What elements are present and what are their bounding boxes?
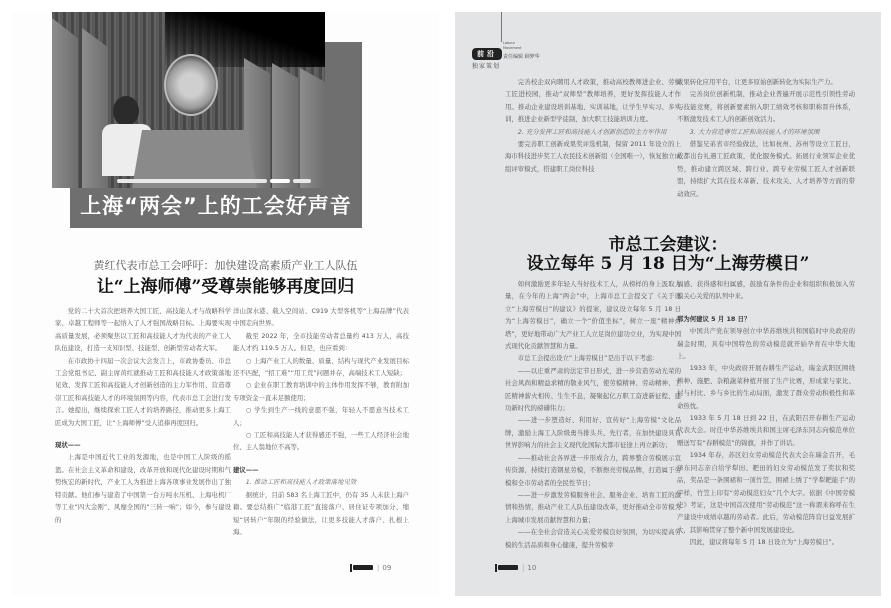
photo-caption [117, 178, 317, 184]
article-title-line1: 市总工会建议： [608, 235, 728, 255]
column-english-line: Labour [503, 41, 516, 45]
photo-flag [272, 63, 298, 188]
paragraph: 中国共产党在领导创立中华苏维埃共和国临时中央政府的瑞金时期，具有中国特色的劳动模范就开始孕育在中华大地上。 [677, 327, 855, 361]
paragraph: 要完善职工创新成果奖评选机制，保留 2011 年设立的上海市科技进步奖工人农民技术创新组（全国唯一），恢复独立成组评审模式，搭建职工岗位科技 [505, 140, 681, 173]
paragraph: 成果转化应用平台，让更多原始创新转化为实际生产力。 [677, 78, 837, 86]
paragraph: 市总工会提出设立“上海劳模日”是出于以下考虑： [517, 354, 659, 363]
question-heading: 那为何建议 5 月 18 日？ [677, 314, 751, 323]
paragraph: 上海是中国近代工业的发源地，也是中国工人阶级的摇篮。在社会主义革命和建设、改革开放和现代化建设时期和气势恢宏的新时代，产业工人为推进上海各项事业发展作出了独特贡献。他们参与建造了中国第一台万吨水压机、上海电机厂等工业“四大金刚”、风靡全国的“三转一响”；如今，参与建设的 [55, 453, 231, 524]
paragraph: 据统计，目前 583 名上海工匠中，仍有 35 人未获上海户籍。要总结推广“临港工匠”直接落户、居住证专项加分、缩短“居转户”年限的经验做法，让更多技能人才落户、扎根上海。 [233, 490, 409, 536]
suggestion-item: 2. 充分发挥工匠和高技能人才创新创造的主力军作用 [517, 127, 667, 136]
paragraph: ——进一步激发劳模服务社会、服务企业、培育工匠的激情和热情，推动产业工人队伍建设改革，更好推动全市劳模为上海城市发展贡献智慧和力量； [505, 490, 681, 524]
bullet-item: ○ 上海产业工人的数量、质量、结构与现代产业发展目标还不匹配，“招工难”“用工荒”问题并存，高端技术工人短缺； [233, 356, 409, 378]
paragraph: ——推动社会各界进一步形成合力，跨界整合劳模展示宣传资源，持续打造钢星劳模，不断擦亮劳模品牌，打造属于劳模和全市劳动者的全民性节日； [505, 453, 681, 487]
right-column-3 [505, 278, 681, 551]
column-english-line: Movement [503, 45, 522, 50]
header-rule [501, 12, 502, 42]
paragraph: 如何激励更多年轻人当好技术工人，从榜样的身上汲取力量，在今年的上海“两会”中，上海市总工会提交了《关于设立“上海劳模日”的建议》的提案，建议设立每年 5 月 18 日为“上海劳模日”，确立一个“价值坐标”，树立一座“精神灯塔”，更好地带动广大产业工人立足岗位建功立业，为实现中国式现代化贡献智慧和力量。 [505, 280, 681, 351]
footer-separator: | [522, 564, 525, 572]
bullet-item: ○ 企业在职工教育培训中的主体作用发挥不够，教育附加专项资金一直未足额使用； [233, 381, 409, 402]
paragraph: 1933 年，中央政府开展春耕生产运动，瑞金武阳区围绕耕种、施肥、杂粮蔬菜种植开展了生产比赛，形成家与家比、村与村比、乡与乡比的生动局面，激发了群众劳动积极性和革命热忱。 [677, 364, 855, 410]
paragraph: ——在全社会营造关心关爱劳模良好氛围，为切实提高劳模的生活品质和身心健康，提升劳模幸 [505, 528, 681, 549]
column-tag [472, 41, 502, 70]
left-column-2 [233, 305, 409, 538]
photo-flag [300, 68, 325, 188]
paragraph: 借鉴兄弟省市经验做法，比如杭州、苏州等设立工匠日，成都出台礼遇工匠政策，优化服务模式。拓展行业领军企业优势，推动建立跨区域、跨行业、跨专业劳模工匠人才创新联盟，持续扩大其在技术革新、技术攻关、人才培养等方面的带动效应。 [677, 140, 855, 198]
banner-title: 上海“两会”上的工会好声音 [80, 194, 352, 218]
paragraph: 洋山深水港、载人空间站、C919 大型客机等“上海品牌”代表中国走向世界。 [233, 307, 409, 328]
right-column-2 [677, 76, 855, 200]
paragraph: 福感、获得感和归属感，鼓励有条件的企业和组织积极加入劳模关心关爱的队列中来。 [677, 280, 855, 301]
column-english [503, 41, 522, 50]
section-heading-suggest: 建议—— [233, 465, 259, 474]
paragraph: 完善校企双向聘用人才政策，推动高校教师进企业、劳模工匠进校园，推动“双师型”教师培养，更好发挥技能人才作用。推动企业建设培训基地、实训基地，让学生早实习、多实训，推进企业新型学徒制，加大职工技能培训力度。 [505, 78, 681, 124]
paragraph: 因此，建议将每年 5 月 18 日设立为“上海劳模日”。 [689, 538, 839, 547]
left-column-1 [55, 305, 231, 526]
article-subhead: 黄红代表市总工会呼吁：加快建设高素质产业工人队伍 [93, 259, 358, 272]
paragraph: 1933 年 5 月 18 日到 22 日，在武阳召开春耕生产运动代表大会。时任中华苏维埃共和国主席毛泽东同志向模范单位赠送写有“春耕模范”的锦旗，并作了讲话。 [677, 414, 855, 447]
column-tag-label: 前沿 [472, 48, 502, 60]
footer-separator: | [377, 564, 380, 572]
bullet-item: ○ 工匠和高技能人才获得感还不强，一些工人经济社会地位、主人翁地位不高等。 [233, 431, 409, 452]
left-page [12, 12, 439, 596]
bullet-item: ○ 学生到生产一线的意愿不强，年轻人不愿意当技术工人； [233, 406, 409, 427]
paragraph: 在市政协十四届一次会议大会发言上，市政协委员、市总工会党组书记、副主席黄红就推动工匠和高技能人才政策落地见效、发挥工匠和高技能人才创新创造的主力军作用、营造尊崇工匠和高技能人才的环境氛围等内容，代表市总工会进行发言。她提出，继续探索工匠人才的培养路径，推动更多上海工匠成为大国工匠，让“上海师傅”受人追捧再度回归。 [55, 356, 231, 427]
page-footer [495, 564, 536, 572]
page-number: 10 [527, 564, 537, 572]
magazine-logo-icon [495, 564, 519, 572]
paragraph: ——以庄重严肃的法定节日形式，进一步营造劳动光荣的社会风尚和精益求精的敬业风气，使劳模精神、劳动精神、工匠精神薪火相传、生生不息，凝聚起亿万职工奋进新征程、建功新时代的磅礴伟力； [505, 366, 681, 413]
right-page [455, 12, 881, 596]
emblem-icon [164, 54, 218, 116]
magazine-logo-icon [350, 564, 374, 572]
paragraph: 1934 年春，苏区妇女劳动模范代表大会在瑞金召开，毛泽东同志亲自给学犁田、耙田的妇女劳动模范发了奖状和奖品，奖品是一条围裙和一顶竹笠，围裙上绣了“学犁耙能手”的字样，竹笠上印有“劳动模范妇女”几个大字。依据《中国劳模史》考证，这是中国首次使用“劳动模范”这一称谓来称呼在生产建设中成绩卓越的劳动者。此后，劳动模范阵营日益发展扩大，其影响贯穿了整个新中国发展建设史。 [677, 451, 855, 534]
speaker-head [113, 96, 139, 126]
paragraph: 党的二十大首次把培养大国工匠、高技能人才与战略科学家、卓越工程师等一起纳入了人才强国战略目标。上海要实现高质量发展，必须聚焦以工匠和高技能人才为代表的产业工人队伍建设，打造一支知识型、技能型、创新型劳动者大军。 [55, 307, 231, 353]
article-title-line2: 设立每年 5 月 18 日为“上海劳模日” [526, 254, 810, 274]
right-column-4 [677, 278, 855, 549]
paragraph: 完善岗位创新机制，推动企业普遍开展示范性引领性劳动与技能竞赛，将创新要素纳入职工绩效考核和职称晋升体系，不断激发技术工人的创新创效活力。 [677, 90, 855, 124]
section-heading-status: 现状—— [55, 441, 81, 450]
photo-flag [52, 18, 78, 188]
page-number: 09 [382, 564, 392, 572]
article-photo [52, 12, 325, 188]
suggestion-item: 1. 推动工匠和高技能人才政策落地见效 [245, 478, 357, 487]
article-headline: 让“上海师傅”受尊崇能够再度回归 [96, 277, 355, 297]
paragraph: 截至 2022 年，全市技能劳动者总量约 413 万人，高技能人才约 119.5 万人。但是，也应看到： [233, 331, 409, 353]
column-sub-label: 独家策划 [472, 63, 501, 70]
column-editor: 责任编辑 顾梦华 [503, 54, 540, 60]
page-footer [350, 564, 391, 572]
suggestion-item: 3. 大力营造尊崇工匠和高技能人才的环境氛围 [689, 127, 820, 136]
right-column-1 [505, 76, 681, 175]
paragraph: ——进一步塑造好、利用好、宣传好“上海劳模”文化品牌，激励上海工人阶级勇当排头兵、先行者，在加快建设具有世界影响力的社会主义现代化国际大都市征途上再立新功； [505, 416, 681, 450]
